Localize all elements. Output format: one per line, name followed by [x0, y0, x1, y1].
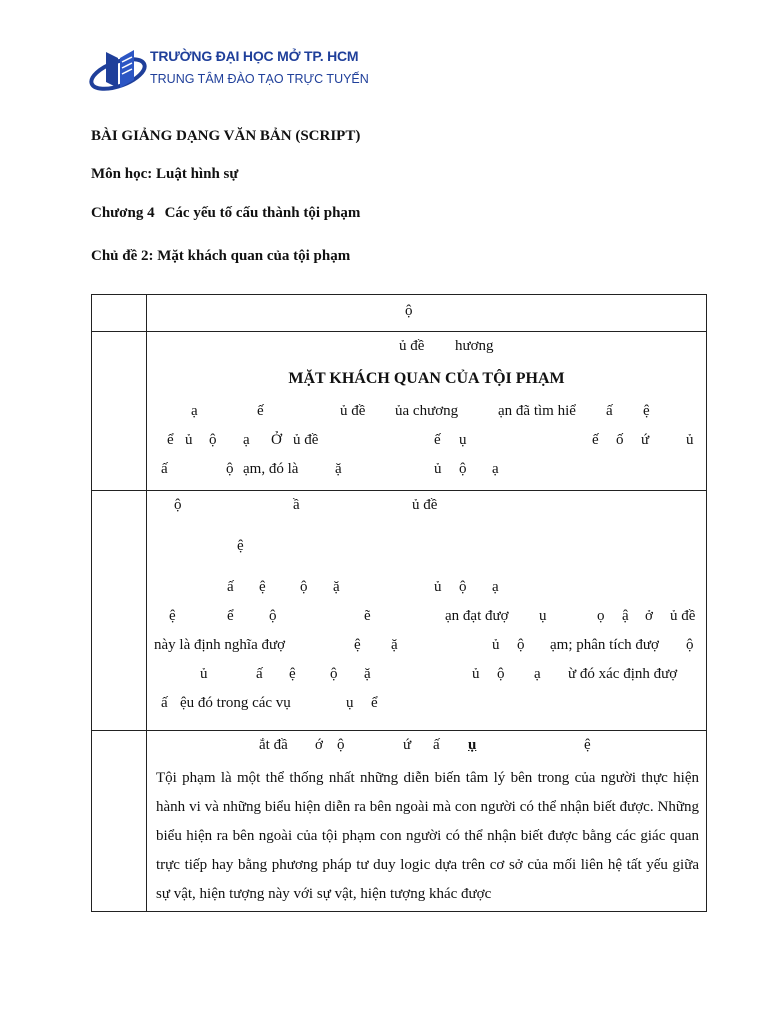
text-fragment: ạ: [243, 432, 250, 448]
text-fragment: ặ: [391, 637, 398, 653]
text-fragment: ạ: [191, 403, 198, 419]
text-fragment: ệ: [259, 579, 266, 595]
text-fragment: ệ: [354, 637, 361, 653]
text-fragment: ộ: [269, 608, 277, 624]
text-fragment: ệ: [237, 538, 244, 554]
section-title: MẶT KHÁCH QUAN CỦA TỘI PHẠM: [288, 370, 565, 387]
number-cell: [92, 295, 147, 332]
text-fragment: ộ: [459, 461, 467, 477]
text-fragment: ủ đề: [412, 497, 438, 513]
text-fragment: ủa chương: [395, 403, 459, 419]
script-table: [91, 294, 707, 912]
center-name: TRUNG TÂM ĐÀO TẠO TRỰC TUYẾN: [150, 72, 369, 86]
text-fragment: ế: [592, 432, 599, 448]
text-fragment: ạ: [534, 666, 541, 682]
text-fragment: ế: [257, 403, 264, 419]
text-fragment: ầ: [293, 497, 300, 513]
text-fragment: ủ đề: [399, 338, 425, 354]
text-fragment: ủ: [434, 461, 442, 477]
text-fragment: ạm, đó là: [243, 461, 299, 477]
text-fragment: ặ: [333, 579, 340, 595]
content-cell: [147, 332, 707, 491]
text-fragment: ậ: [622, 608, 629, 624]
text-fragment: ể: [371, 695, 378, 711]
table-row: [92, 491, 707, 731]
text-fragment: ủ đề: [670, 608, 696, 624]
text-fragment: ộ: [174, 497, 182, 513]
body-paragraph: Tội phạm là một thể thống nhất những diễn biến tâm lý bên trong của người thực hiện hành vi và những biểu hiện diễn ra bên ngoài mà con người có thể nhận biết được. Những biểu hiện ra bên ngoài của tội phạm con người có thể nhận biết được bằng các giác quan trực tiếp hay bằng phương pháp tư duy logic dựa trên cơ sở của mối liên hệ tất yếu giữa sự vật, hiện tượng này với sự vật, hiện tượng khác được: [156, 770, 699, 902]
content-cell: [147, 491, 707, 731]
number-cell: [92, 731, 147, 912]
text-fragment: ệ: [289, 666, 296, 682]
text-fragment: ấ: [227, 579, 234, 595]
chapter-title: Các yếu tố cấu thành tội phạm: [164, 205, 361, 221]
text-fragment: ộ: [300, 579, 308, 595]
text-fragment: ố: [616, 432, 624, 448]
text-fragment: ộ: [517, 637, 525, 653]
text-fragment: ể: [167, 432, 174, 448]
text-fragment: ủ: [492, 637, 500, 653]
text-fragment: ấ: [161, 461, 168, 477]
text-fragment: ộ: [337, 737, 345, 753]
text-fragment: ộ: [226, 461, 234, 477]
text-fragment: ặ: [335, 461, 342, 477]
text-fragment: ộ: [497, 666, 505, 682]
text-fragment: ệ: [584, 737, 591, 753]
number-cell: [92, 491, 147, 731]
text-fragment: ừ đó xác định đượ: [568, 666, 678, 682]
text-fragment: ệ: [169, 608, 176, 624]
text-fragment: ể: [227, 608, 234, 624]
text-fragment: ụ: [459, 432, 467, 448]
text-fragment: ộ: [209, 432, 217, 448]
text-fragment: ấ: [256, 666, 263, 682]
text-fragment: ấ: [433, 737, 440, 753]
text-fragment: ấ: [161, 695, 168, 711]
topic-line: Chủ đề 2: Mặt khách quan của tội phạm: [91, 248, 351, 264]
text-fragment: ệu đó trong các vụ: [180, 695, 291, 711]
text-fragment: ụ: [346, 695, 354, 711]
text-fragment: ộ: [686, 637, 694, 653]
text-fragment: này là định nghĩa đượ: [154, 637, 286, 653]
text-fragment: ạ: [492, 461, 499, 477]
chapter-label: Chương 4: [91, 205, 155, 221]
text-fragment: ủ đề: [340, 403, 366, 419]
text-fragment: ẽ: [364, 608, 371, 624]
text-fragment: ộ: [330, 666, 338, 682]
text-fragment: ứ: [403, 737, 412, 753]
text-fragment: ớ: [315, 737, 323, 753]
text-fragment: ế: [434, 432, 441, 448]
number-cell: [92, 332, 147, 491]
content-cell: [147, 295, 707, 332]
text-fragment: ọ: [597, 608, 605, 624]
subject-line: Môn học: Luật hình sự: [91, 166, 239, 182]
text-fragment: ụ: [539, 608, 547, 624]
text-fragment: ở: [645, 608, 653, 624]
university-logo: [88, 38, 369, 102]
text-fragment: ạn đã tìm hiể: [498, 403, 576, 419]
text-fragment: ủ: [686, 432, 694, 448]
text-fragment: ủ: [200, 666, 208, 682]
table-row: [92, 731, 707, 912]
university-emblem-icon: [88, 44, 148, 94]
chapter-line: [91, 205, 360, 222]
table-row: [92, 332, 707, 491]
text-fragment: Ở: [271, 432, 282, 448]
text-fragment: ứ: [641, 432, 650, 448]
text-fragment: ấ: [606, 403, 613, 419]
text-fragment: ạ: [492, 579, 499, 595]
text-fragment: ắt đầ: [259, 737, 288, 753]
table-row: [92, 295, 707, 332]
text-fragment: ủ: [472, 666, 480, 682]
text-fragment: ủ: [185, 432, 193, 448]
text-fragment: ạn đạt đượ: [445, 608, 509, 624]
content-cell: [147, 731, 707, 912]
text-fragment: ạm; phân tích đượ: [550, 637, 659, 653]
text-fragment: ủ đề: [293, 432, 319, 448]
document-type: BÀI GIẢNG DẠNG VĂN BẢN (SCRIPT): [91, 128, 361, 144]
text-fragment: ụ: [468, 737, 477, 753]
header-text: ộ: [405, 303, 413, 319]
text-fragment: hương: [455, 338, 494, 354]
text-fragment: ộ: [459, 579, 467, 595]
text-fragment: ủ: [434, 579, 442, 595]
text-fragment: ệ: [643, 403, 650, 419]
text-fragment: ặ: [364, 666, 371, 682]
university-name: TRƯỜNG ĐẠI HỌC MỞ TP. HCM: [150, 48, 359, 64]
